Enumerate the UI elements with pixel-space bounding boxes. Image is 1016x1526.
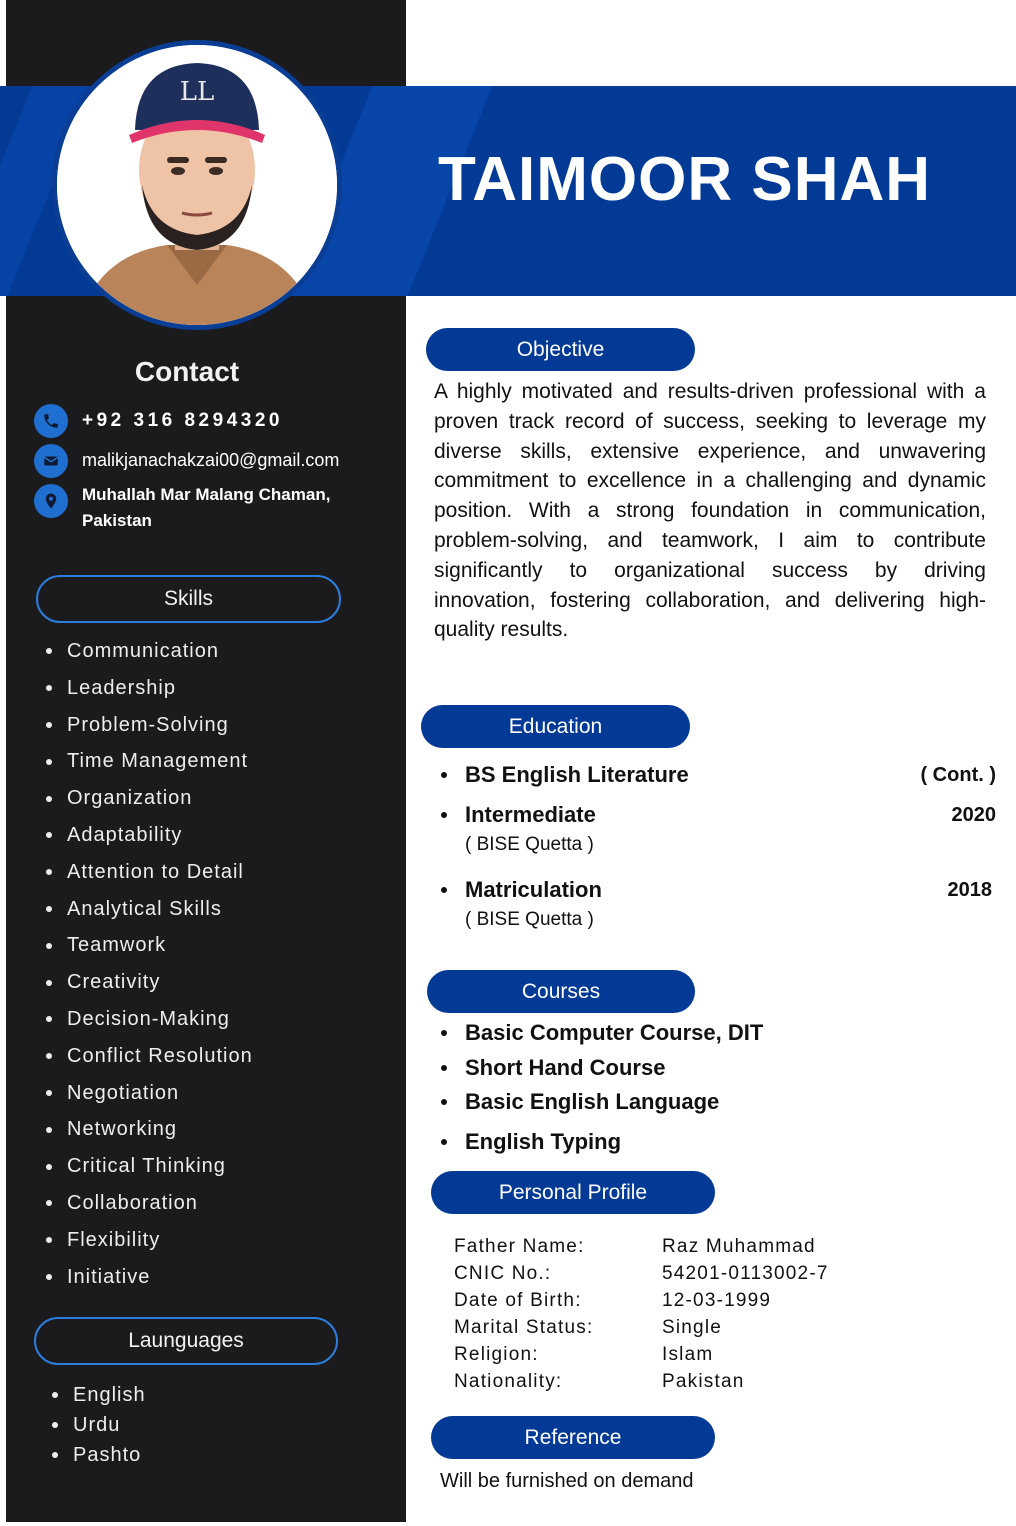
contact-phone xyxy=(34,404,283,438)
profile-label: Nationality: xyxy=(454,1370,563,1392)
email-icon xyxy=(34,444,68,478)
profile-photo-illustration xyxy=(57,45,337,325)
profile-label: Religion: xyxy=(454,1343,539,1365)
profile-value: Pakistan xyxy=(662,1370,745,1392)
skill-item: Problem-Solving xyxy=(40,707,253,744)
skill-item: Negotiation xyxy=(40,1075,253,1112)
course-item: English Typing xyxy=(440,1120,763,1164)
personal-profile-heading: Personal Profile xyxy=(431,1171,715,1214)
email-address[interactable]: malikjanachakzai00@gmail.com xyxy=(82,450,340,470)
objective-heading: Objective xyxy=(426,328,695,371)
skill-item: Time Management xyxy=(40,743,253,780)
skill-item: Analytical Skills xyxy=(40,891,253,928)
reference-text: Will be furnished on demand xyxy=(440,1470,694,1492)
profile-value: 12-03-1999 xyxy=(662,1289,772,1311)
education-item xyxy=(440,762,996,788)
education-year: ( Cont. ) xyxy=(920,763,996,786)
profile-row xyxy=(454,1260,829,1287)
skill-item: Critical Thinking xyxy=(40,1148,253,1185)
location-pin-icon xyxy=(34,484,68,518)
course-item: Basic English Language xyxy=(440,1085,763,1120)
skills-heading: Skills xyxy=(36,575,341,623)
skill-item: Organization xyxy=(40,780,253,817)
profile-value: 54201-0113002-7 xyxy=(662,1262,829,1284)
education-item xyxy=(440,877,992,931)
person-name: TAIMOOR SHAH xyxy=(438,145,932,214)
education-board: ( BISE Quetta ) xyxy=(465,834,594,855)
courses-list xyxy=(440,1016,763,1164)
skills-list xyxy=(40,633,253,1295)
skill-item: Creativity xyxy=(40,964,253,1001)
address-line1: Muhallah Mar Malang Chaman, xyxy=(82,485,331,504)
education-item xyxy=(440,802,996,856)
language-item: Urdu xyxy=(46,1410,146,1440)
profile-value: Single xyxy=(662,1316,723,1338)
skill-item: Collaboration xyxy=(40,1185,253,1222)
education-year: 2018 xyxy=(947,878,992,901)
education-board: ( BISE Quetta ) xyxy=(465,909,594,930)
skill-item: Conflict Resolution xyxy=(40,1038,253,1075)
personal-profile-table xyxy=(454,1233,829,1395)
profile-row xyxy=(454,1287,829,1314)
reference-heading: Reference xyxy=(431,1416,715,1459)
profile-row xyxy=(454,1368,829,1395)
contact-email xyxy=(34,444,339,478)
education-degree: Matriculation xyxy=(440,877,602,903)
profile-value: Raz Muhammad xyxy=(662,1235,816,1257)
cap-logo: LL xyxy=(179,77,215,107)
phone-icon xyxy=(34,404,68,438)
skill-item: Teamwork xyxy=(40,927,253,964)
address xyxy=(82,482,330,534)
language-item: Pashto xyxy=(46,1440,146,1470)
profile-label: Marital Status: xyxy=(454,1316,594,1338)
course-item: Basic Computer Course, DIT xyxy=(440,1016,763,1051)
profile-row xyxy=(454,1233,829,1260)
contact-heading: Contact xyxy=(134,356,240,387)
education-degree: BS English Literature xyxy=(440,762,689,788)
skill-item: Leadership xyxy=(40,670,253,707)
languages-list xyxy=(46,1380,146,1470)
profile-label: Date of Birth: xyxy=(454,1289,582,1311)
skill-item: Adaptability xyxy=(40,817,253,854)
contact-address xyxy=(34,484,330,534)
language-item: English xyxy=(46,1380,146,1410)
courses-heading: Courses xyxy=(427,970,695,1013)
skill-item: Decision-Making xyxy=(40,1001,253,1038)
profile-row xyxy=(454,1314,829,1341)
education-heading: Education xyxy=(421,705,690,748)
languages-heading: Launguages xyxy=(34,1317,338,1365)
profile-value: Islam xyxy=(662,1343,714,1365)
course-item: Short Hand Course xyxy=(440,1051,763,1086)
profile-row xyxy=(454,1341,829,1368)
skill-item: Attention to Detail xyxy=(40,854,253,891)
skill-item: Communication xyxy=(40,633,253,670)
skill-item: Initiative xyxy=(40,1259,253,1296)
profile-label: CNIC No.: xyxy=(454,1262,552,1284)
phone-number[interactable]: +92 316 8294320 xyxy=(82,410,283,431)
education-year: 2020 xyxy=(951,803,996,826)
skill-item: Networking xyxy=(40,1111,253,1148)
address-line2: Pakistan xyxy=(82,511,152,530)
profile-label: Father Name: xyxy=(454,1235,585,1257)
objective-text: A highly motivated and results-driven professional with a proven track record of success, seeking to leverage my diverse skills, extensive experience, and unwavering commitment to excellence in a challenging and dynamic position. With a strong foundation in communication, problem-solving, and teamwork, I aim to contribute significantly to organizational success by driving innovation, fostering collaboration, and delivering high-quality results. xyxy=(434,380,986,642)
skill-item: Flexibility xyxy=(40,1222,253,1259)
profile-photo xyxy=(52,40,342,330)
education-degree: Intermediate xyxy=(440,802,596,828)
